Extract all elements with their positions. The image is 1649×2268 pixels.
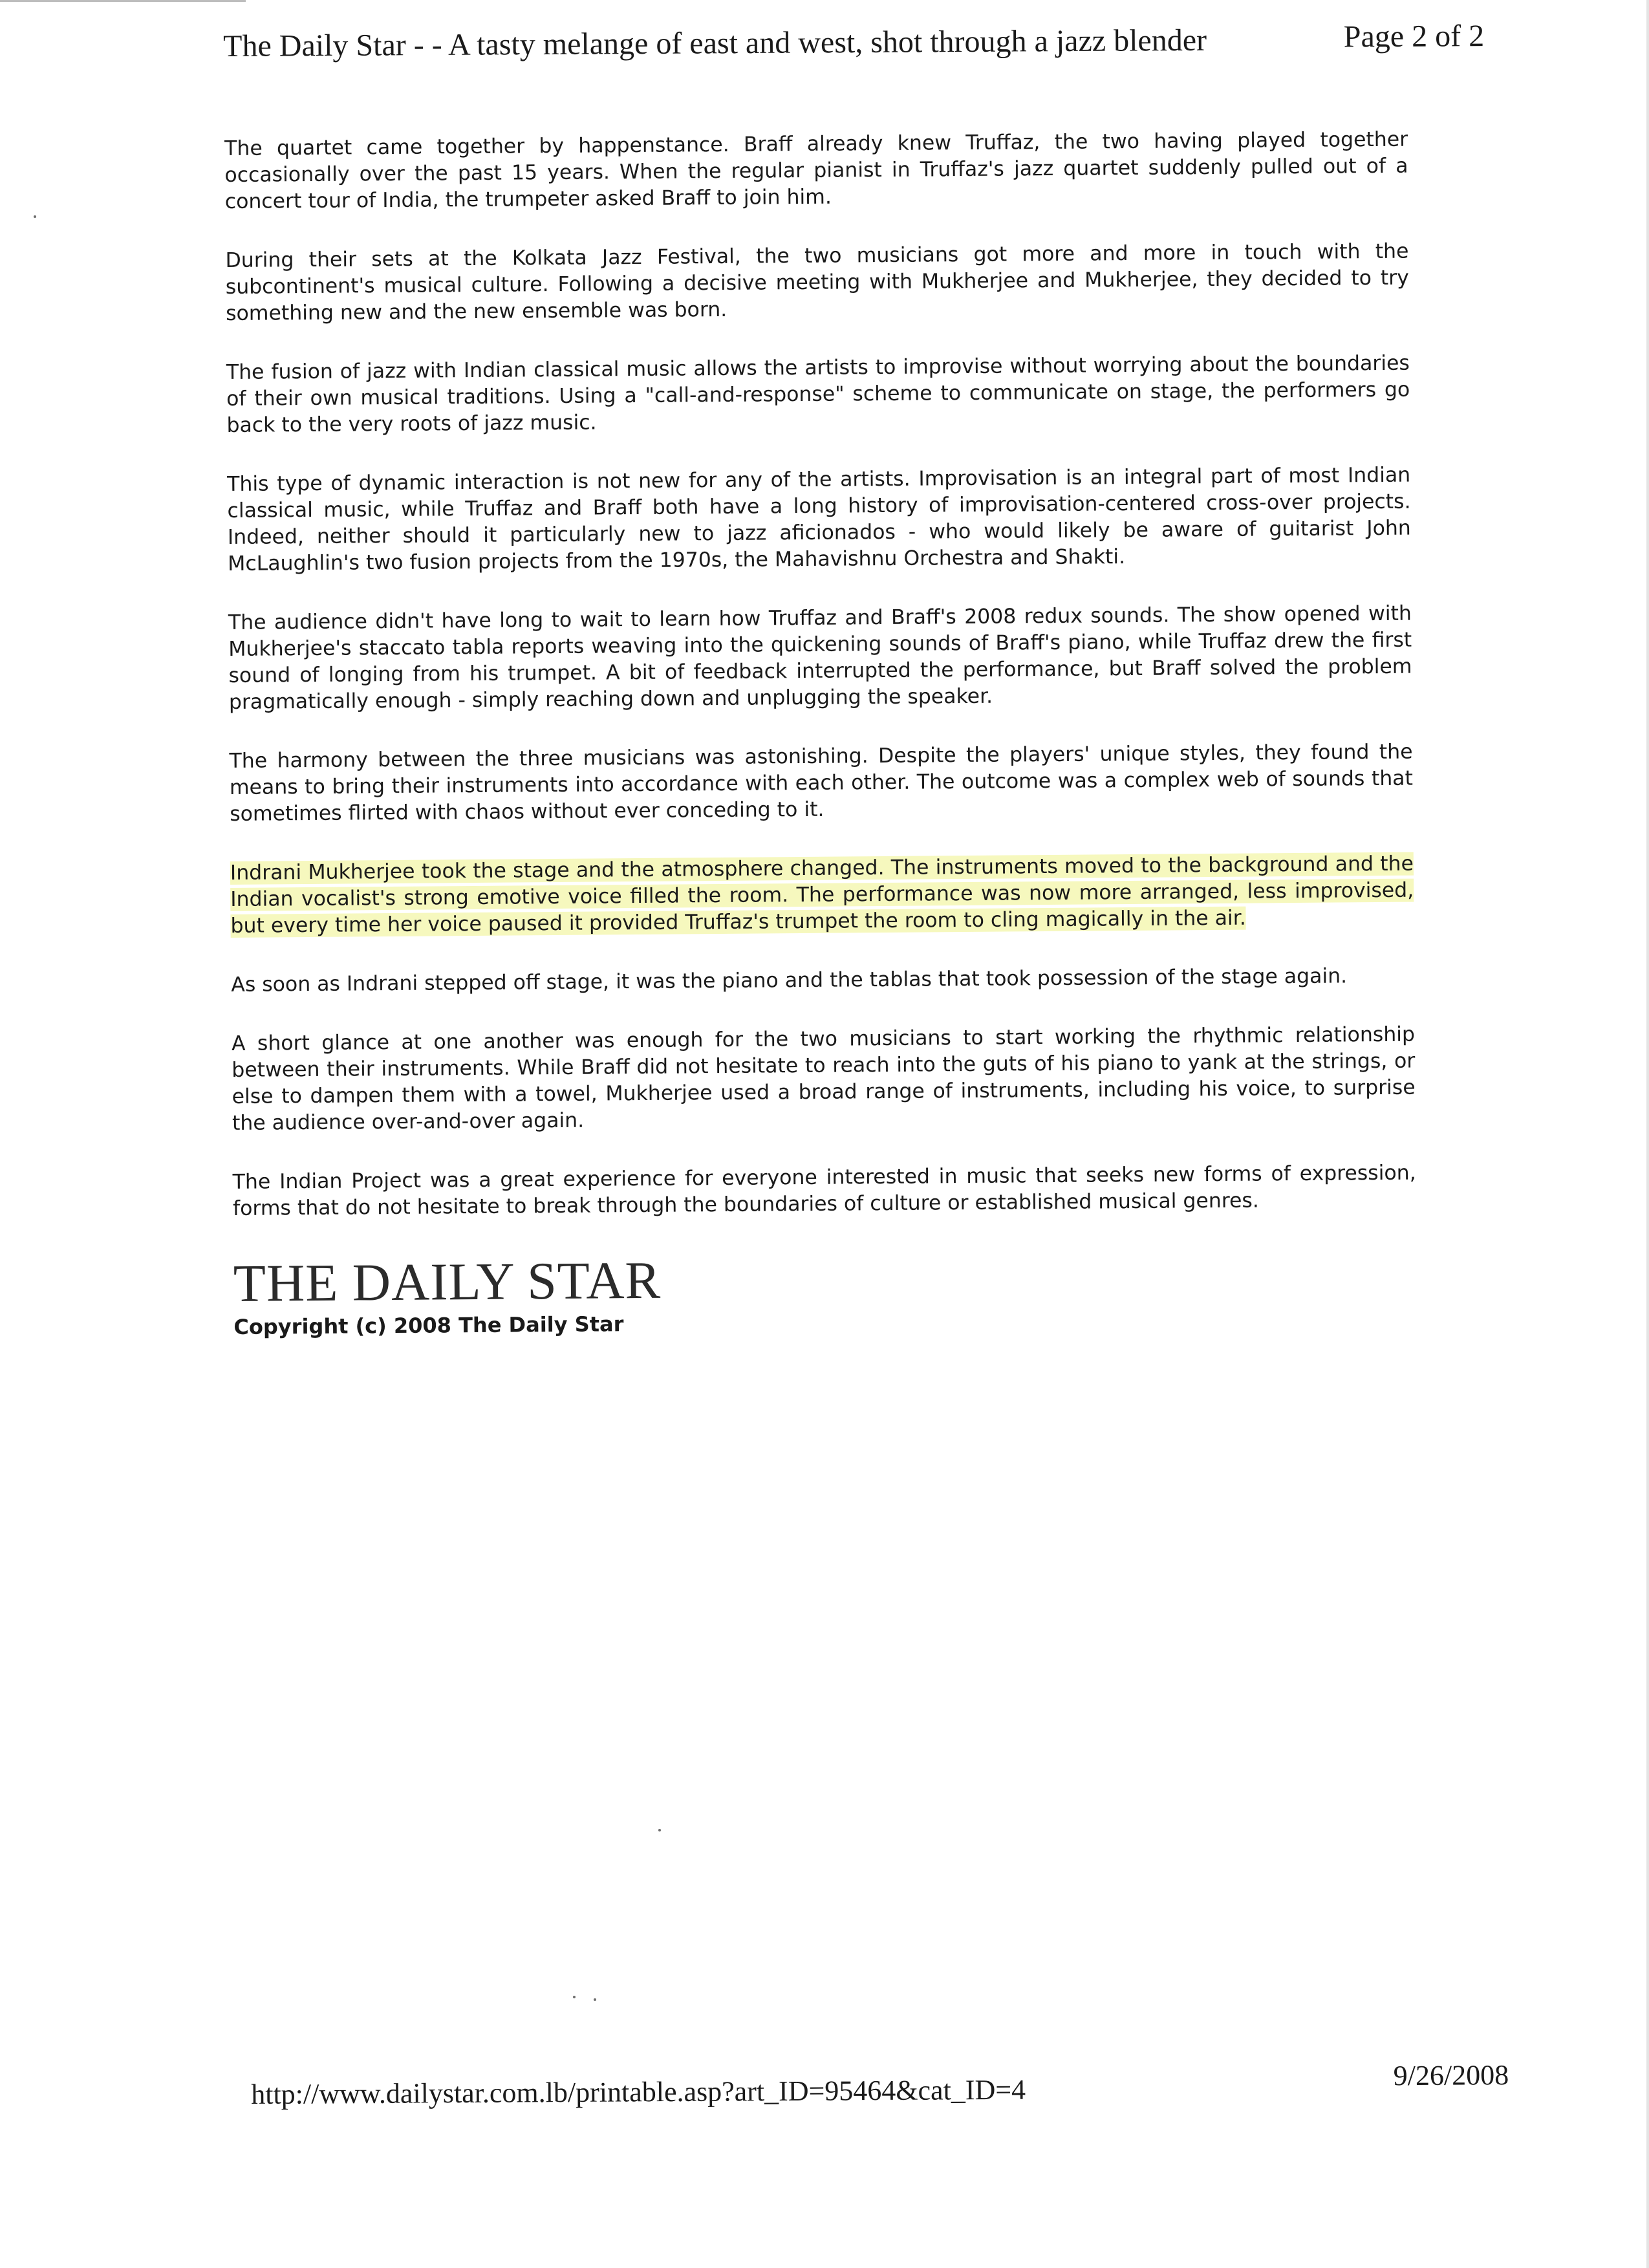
print-date: 9/26/2008 <box>1393 2059 1509 2092</box>
paragraph: A short glance at one another was enough for the two musicians to start working the rhythmic relationship between their instruments. While Braff did not hesitate to reach into the guts of his piano to yank at the strings, or else to dampen them with a towel, Mukherjee used a broad range of instruments, including his voice, to surprise the audience over-and-over again. <box>231 1022 1416 1135</box>
page-number: Page 2 of 2 <box>1343 19 1485 54</box>
scan-speck <box>594 1998 596 2001</box>
page-title: The Daily Star - - A tasty melange of east and west, shot through a jazz blender <box>223 23 1207 63</box>
paragraph: The quartet came together by happenstance. Braff already knew Truffaz, the two having played together occasionally over the past 15 years. When the regular pianist in Truffaz's jazz quartet suddenly pulled out of a concert tour of India, the trumpeter asked Braff to join him. <box>224 127 1408 213</box>
paragraph: The audience didn't have long to wait to learn how Truffaz and Braff's 2008 redux sounds. The show opened with Mukherjee's staccato tabla reports weaving into the quickening sounds of Braff's piano, while Truffaz drew the first sound of longing from his trumpet. A bit of feedback interrupted the performance, but Braff solved the problem pragmatically enough - simply reaching down and unplugging the speaker. <box>228 601 1412 714</box>
paragraph: The Indian Project was a great experience for everyone interested in music that seeks new forms of expression, forms that do not hesitate to break through the boundaries of culture or established musical genres. <box>232 1161 1416 1220</box>
page-footer <box>251 2058 1509 2110</box>
scan-speck <box>34 215 36 218</box>
source-url: http://www.dailystar.com.lb/printable.asp?art_ID=95464&cat_ID=4 <box>251 2073 1026 2110</box>
scan-speck <box>658 1829 661 1831</box>
masthead-logo: THE DAILY STAR <box>233 1250 662 1313</box>
paragraph: The harmony between the three musicians was astonishing. Despite the players' unique styles, they found the means to bring their instruments into accordance with each other. The outcome was a complex web of sounds that sometimes flirted with chaos without ever conceding to it. <box>229 740 1414 826</box>
scan-edge-top <box>0 0 246 2</box>
paragraph: This type of dynamic interaction is not new for any of the artists. Improvisation is an integral part of most Indian classical music, while Truffaz and Braff both have a long history of improvisation-centered cross-over projects. Indeed, neither should it particularly new to jazz aficionados - who would likely be aware of guitarist John McLaughlin's two fusion projects from the 1970s, the Mahavishnu Orchestra and Shakti. <box>227 463 1411 576</box>
copyright-notice: Copyright (c) 2008 The Daily Star <box>233 1312 624 1339</box>
paragraph: During their sets at the Kolkata Jazz Festival, the two musicians got more and more in touch with the subcontinent's musical culture. Following a decisive meeting with Mukherjee and Mukherjee, they decided to try something new and the new ensemble was born. <box>225 239 1409 325</box>
scan-speck <box>573 1996 576 1998</box>
page-header <box>223 18 1485 63</box>
paragraph: As soon as Indrani stepped off stage, it was the piano and the tablas that took possession of the stage again. <box>231 964 1348 997</box>
highlighter-mark: Indrani Mukherjee took the stage and the atmosphere changed. The instruments moved to the background and the Indian vocalist's strong emotive voice filled the room. The performance was now more arranged, less improvised, but every time her voice paused it provided Truffaz's trumpet the room to cling magically in the air. <box>230 852 1414 938</box>
highlighted-paragraph <box>230 851 1414 940</box>
scan-edge-right <box>1646 0 1649 2268</box>
article-body <box>224 127 1417 1340</box>
paragraph: The fusion of jazz with Indian classical music allows the artists to improvise without worrying about the boundaries of their own musical traditions. Using a "call-and-response" scheme to communicate on stage, the performers go back to the very roots of jazz music. <box>226 351 1410 437</box>
